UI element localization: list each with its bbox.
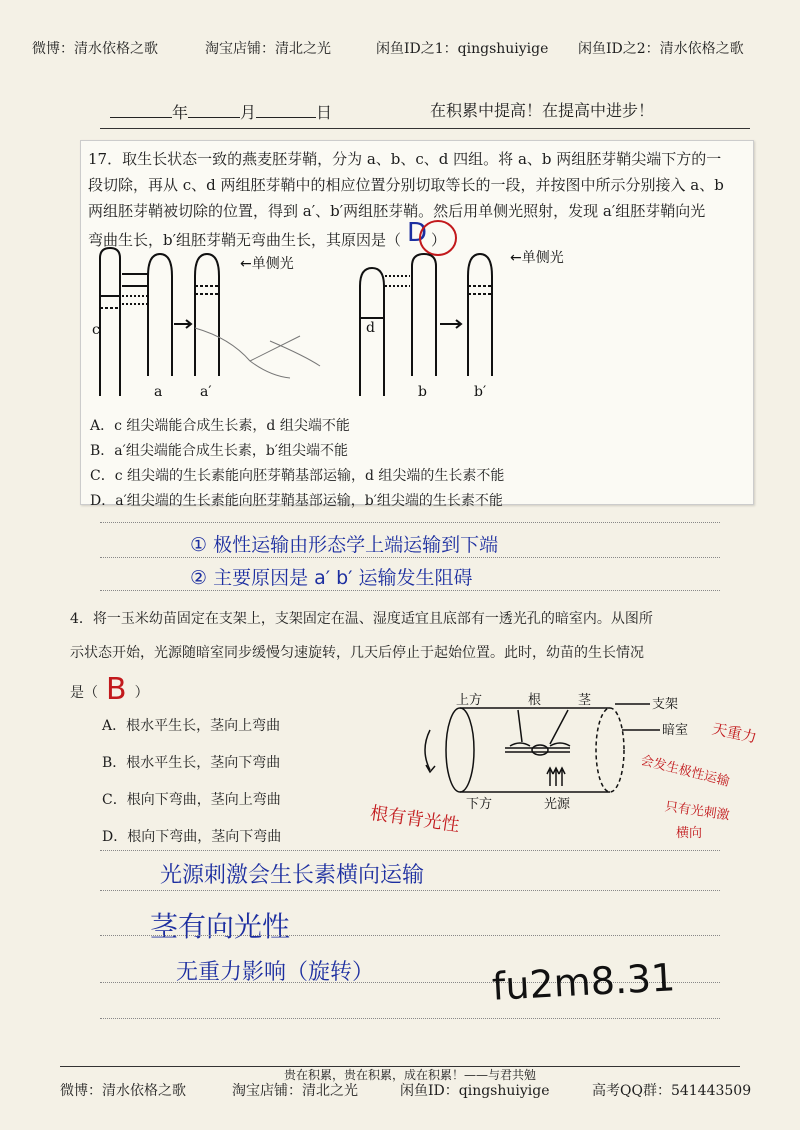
q4-label-light: 光源 [544,797,571,812]
q17-light-label-2: ←单侧光 [510,250,564,266]
q17-option-c: C．c 组尖端的生长素能向胚芽鞘基部运输，d 组尖端的生长素不能 [90,468,505,484]
note-line [100,522,720,523]
q17-line-4: 弯曲生长，b′组胚芽鞘无弯曲生长，其原因是（ D ） [88,218,447,249]
q4-option-d: D．根向下弯曲，茎向下弯曲 [102,829,282,845]
q4-red-note-light: 只有光刺激 [663,799,731,824]
q4-label-bottom: 下方 [466,797,493,812]
q4-line-1: 4．将一玉米幼苗固定在支架上，支架固定在温、湿度适宜且底部有一透光孔的暗室内。从图所 [70,611,653,627]
footer-qq: 高考QQ群：541443509 [592,1083,752,1099]
q4-red-note-polar: 会发生极性运输 [639,753,731,790]
q4-red-note-gravity: 天重力 [710,719,759,747]
q4-option-b: B．根水平生长，茎向下弯曲 [102,755,281,771]
note-line [100,590,720,591]
note-line [100,1018,720,1019]
date-day: 日 [316,103,333,122]
q17-option-d: D．a′组尖端的生长素能向胚芽鞘基部运输，b′组尖端的生长素不能 [90,493,503,509]
header-xianyu-2: 闲鱼ID之2：清水依格之歌 [578,41,744,57]
header-xianyu-1: 闲鱼ID之1：qingshuiyige [376,41,549,57]
q4-label-support: 支架 [652,697,679,712]
note-line [100,890,720,891]
q4-figure [400,690,700,810]
q4-label-stem: 茎 [578,693,592,708]
note-line [100,850,720,851]
q17-line-3: 两组胚芽鞘被切除的位置，得到 a′、b′两组胚芽鞘。然后用单侧光照射，发现 a′组胚芽鞘向光 [88,202,706,220]
q17-figure [90,246,610,406]
q4-line-3: 是（ B ） [70,672,149,707]
q4-label-darkroom: 暗室 [662,723,689,738]
q17-option-a: A．c 组尖端能合成生长素，d 组尖端不能 [90,418,350,434]
footer-taobao: 淘宝店铺：清北之光 [232,1083,358,1099]
q17-label-b: b [418,384,427,400]
q17-answer: D [407,218,428,248]
q4-option-a: A．根水平生长，茎向上弯曲 [102,718,281,734]
q17-label-b-prime: b′ [474,384,487,400]
header-taobao: 淘宝店铺：清北之光 [205,41,331,57]
q4-option-c: C．根向下弯曲，茎向上弯曲 [102,792,281,808]
handwritten-signature: fu2m8.31 [490,955,677,1009]
footer-motto: 贵在积累，贵在积累，成在积累！——与君共勉 [284,1068,537,1082]
q17-note-1: ① 极性运输由形态学上端运输到下端 [190,534,499,556]
q17-line-1: 17．取生长状态一致的燕麦胚芽鞘，分为 a、b、c、d 四组。将 a、b 两组胚芽鞘尖端下方的一 [88,150,722,168]
q4-answer: B [106,672,127,707]
q17-label-a: a [154,384,163,400]
date-month: 月 [240,103,257,122]
date-year: 年 [172,103,189,122]
q17-light-label-1: ←单侧光 [240,256,294,272]
q4-blue-note-3: 无重力影响（旋转） [176,960,375,985]
motto: 在积累中提高！在提高中进步！ [430,101,655,120]
footer-xianyu: 闲鱼ID：qingshuiyige [400,1083,550,1099]
date-line [110,100,332,123]
header-weibo: 微博：清水依格之歌 [32,41,158,57]
q17-line-2: 段切除，再从 c、d 两组胚芽鞘中的相应位置分别切取等长的一段，并按图中所示分别接入 a、b [88,176,724,194]
q4-blue-note-1: 光源刺激会生长素横向运输 [160,863,425,888]
q17-label-a-prime: a′ [200,384,212,400]
q4-red-note-horizontal: 横向 [676,826,703,841]
q4-label-root: 根 [528,693,542,708]
q4-blue-note-2: 茎有向光性 [150,910,291,943]
q17-note-2: ② 主要原因是 a′ b′ 运输发生阻碍 [190,567,473,589]
footer-weibo: 微博：清水依格之歌 [60,1083,186,1099]
note-line [100,935,720,936]
q17-option-b: B．a′组尖端能合成生长素，b′组尖端不能 [90,443,348,459]
q17-label-d: d [366,320,375,336]
q4-red-note-root: 根有背光性 [368,802,461,837]
header-rule [100,128,750,129]
q17-label-c: c [92,322,100,338]
q4-line-2: 示状态开始，光源随暗室同步缓慢匀速旋转，几天后停止于起始位置。此时，幼苗的生长情况 [70,645,644,661]
note-line [100,557,720,558]
q17-stem-end: 弯曲生长，b′组胚芽鞘无弯曲生长，其原因是（ [88,231,402,249]
q4-label-top: 上方 [456,693,483,708]
